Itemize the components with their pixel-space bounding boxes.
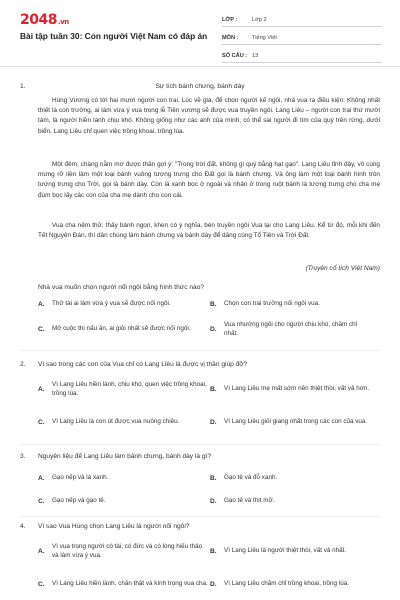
- answer-option[interactable]: [38, 494, 208, 508]
- answer-option[interactable]: [210, 494, 380, 508]
- option-text: Thử tài ai làm vừa ý vua sẽ được nối ngôi.: [52, 300, 171, 308]
- meta-value: Tiếng Việt: [252, 34, 277, 41]
- answer-option[interactable]: [38, 297, 208, 311]
- option-text: Vì Lang Liêu giỏi giang nhất trong các con của vua.: [224, 418, 368, 426]
- answer-option[interactable]: [210, 573, 380, 595]
- option-letter: B.: [210, 547, 217, 555]
- page-header: [0, 0, 400, 66]
- option-letter: D.: [210, 580, 217, 588]
- question-text: Nhà vua muốn chọn người nối ngôi bằng hình thức nào?: [38, 284, 205, 291]
- option-letter: B.: [210, 300, 217, 308]
- passage-paragraph: Hùng Vương có tới hai mươi người con trai. Lúc về già, để chọn người kế ngôi, nhà vua ra điều kiện: Không nhất thiết là con trưởng, ai làm vừa ý vua trong lễ Tiên vương sẽ được vua truyền ngôi. Lang Liêu – người con trai thứ mười tám, là người hiền lành chịu khó. Không giống như các anh của mình, có thể sai người đi tìm của quý trên rừng, dưới biển, Lang Liêu chỉ quen việc trồng khoai, trồng lúa.: [38, 97, 380, 135]
- option-letter: C.: [38, 325, 45, 333]
- question-number: 1.: [20, 83, 26, 90]
- answer-option[interactable]: [38, 411, 210, 433]
- answer-option[interactable]: [210, 471, 380, 485]
- question-number: 2.: [20, 361, 26, 368]
- option-letter: C.: [38, 418, 45, 426]
- answer-option[interactable]: [38, 573, 208, 595]
- answer-option[interactable]: [210, 411, 378, 433]
- passage-title: Sự tích bánh chưng, bánh dày: [155, 83, 245, 90]
- option-letter: A.: [38, 300, 45, 308]
- option-letter: A.: [38, 385, 45, 393]
- option-text: Gạo tẻ và đỗ xanh.: [224, 474, 278, 482]
- header-divider: [0, 66, 400, 67]
- meta-row-class: [222, 13, 382, 27]
- question-number: 4.: [20, 523, 26, 530]
- option-text: Vì Lang Liêu là con út được vua nuông chiều.: [52, 418, 180, 426]
- option-text: Vua nhường ngôi cho người chịu khó, chăm chỉ nhất.: [224, 320, 358, 337]
- question-text: Vì sao Vua Hùng chọn Lang Liêu là người nối ngôi?: [38, 523, 190, 530]
- option-letter: B.: [210, 474, 217, 482]
- option-text: Gạo tẻ và thịt mỡ.: [224, 497, 275, 505]
- answer-option[interactable]: [210, 297, 380, 311]
- answer-option[interactable]: [210, 378, 375, 400]
- option-text: Vì Lang Liêu chăm chỉ trồng khoai, trồng lúa.: [224, 580, 349, 588]
- passage-paragraph: Một đêm, chàng nằm mơ được thần gợi ý: "Trong trời đất, không gì quý bằng hạt gạo". Lang Liêu tỉnh dậy, vô cùng mừng rỡ liền làm một loại bánh vuông tượng trưng cho Đất gọi là bánh chưng. Và ông làm một loại bánh hình tròn tượng trưng cho Trời, gọi là bánh dày. Còn lá xanh bọc ở ngoài và nhân ở trong ruột bánh là tượng trưng cho cha mẹ đùm bọc lấy các con của cha mẹ dành cho con cái.: [38, 161, 380, 199]
- logo-suffix: .vn: [57, 18, 69, 26]
- option-letter: A.: [38, 474, 45, 482]
- meta-label: LỚP :: [222, 16, 238, 23]
- meta-value: 13: [252, 52, 259, 59]
- meta-row-subject: [222, 31, 382, 45]
- option-text: Vì vua trọng người có tài, có đức và có lòng hiếu thảo và làm vừa ý vua.: [52, 542, 203, 559]
- option-letter: A.: [38, 547, 45, 555]
- answer-option[interactable]: [38, 540, 208, 562]
- option-letter: D.: [210, 325, 217, 333]
- option-text: Mở cuộc thi nấu ăn, ai giỏi nhất sẽ được nối ngôi.: [52, 325, 191, 333]
- logo-text: 2048: [20, 12, 57, 28]
- passage-source: (Truyện cổ tích Việt Nam): [305, 265, 380, 272]
- option-text: Vì Lang Liêu hiền lành, chăn thật và kính trọng vua cha.: [52, 580, 208, 588]
- answer-option[interactable]: [38, 318, 200, 340]
- answer-option[interactable]: [38, 378, 210, 400]
- passage-paragraph: Vua cha nếm thử, thấy bánh ngon, khen có ý nghĩa, bèn truyền ngôi Vua lại cho Lang Liêu. Kể từ đó, mỗi khi đến Tết Nguyên Đán, thì dân chúng làm bánh chưng và bánh dày để dâng cúng Tổ Tiên và Trời Đất.: [38, 222, 380, 240]
- option-text: Vì Lang Liêu hiền lành, chịu khó, quen việc trồng khoai, trồng lúa.: [52, 380, 207, 397]
- site-logo[interactable]: [20, 12, 69, 28]
- option-letter: D.: [210, 497, 217, 505]
- question-divider: [20, 444, 380, 445]
- option-text: Vì Lang Liêu mẹ mất sớm nên thiệt thòi, vất vả hơn.: [224, 385, 370, 393]
- question-text: Nguyên liệu để Lang Liêu làm bánh chưng, bánh dày là gì?: [38, 453, 212, 460]
- question-number: 3.: [20, 453, 26, 460]
- answer-option[interactable]: [210, 318, 370, 340]
- option-letter: C.: [38, 497, 45, 505]
- answer-option[interactable]: [38, 471, 208, 485]
- option-letter: B.: [210, 385, 217, 393]
- meta-label: SỐ CÂU :: [222, 52, 248, 59]
- answer-option[interactable]: [210, 540, 375, 562]
- option-letter: D.: [210, 418, 217, 426]
- meta-label: MÔN :: [222, 34, 239, 41]
- question-text: Vì sao trong các con của Vua chỉ có Lang Liêu là được vị thần giúp đỡ?: [38, 361, 248, 368]
- option-text: Gạo nếp và lá xanh.: [52, 474, 109, 482]
- meta-value: Lớp 2: [252, 16, 267, 23]
- document-title: Bài tập tuần 30: Con người Việt Nam có đáp án: [20, 31, 208, 41]
- option-text: Chọn con trai trưởng nối ngôi vua.: [224, 300, 320, 308]
- option-text: Gạo nếp và gạo tẻ.: [52, 497, 106, 505]
- option-letter: C.: [38, 580, 45, 588]
- option-text: Vì Lang Liêu là người thiệt thòi, vất vả nhất.: [224, 547, 347, 555]
- question-divider: [20, 350, 380, 351]
- question-divider: [20, 516, 380, 517]
- document-meta: [222, 13, 382, 67]
- meta-row-count: [222, 49, 382, 63]
